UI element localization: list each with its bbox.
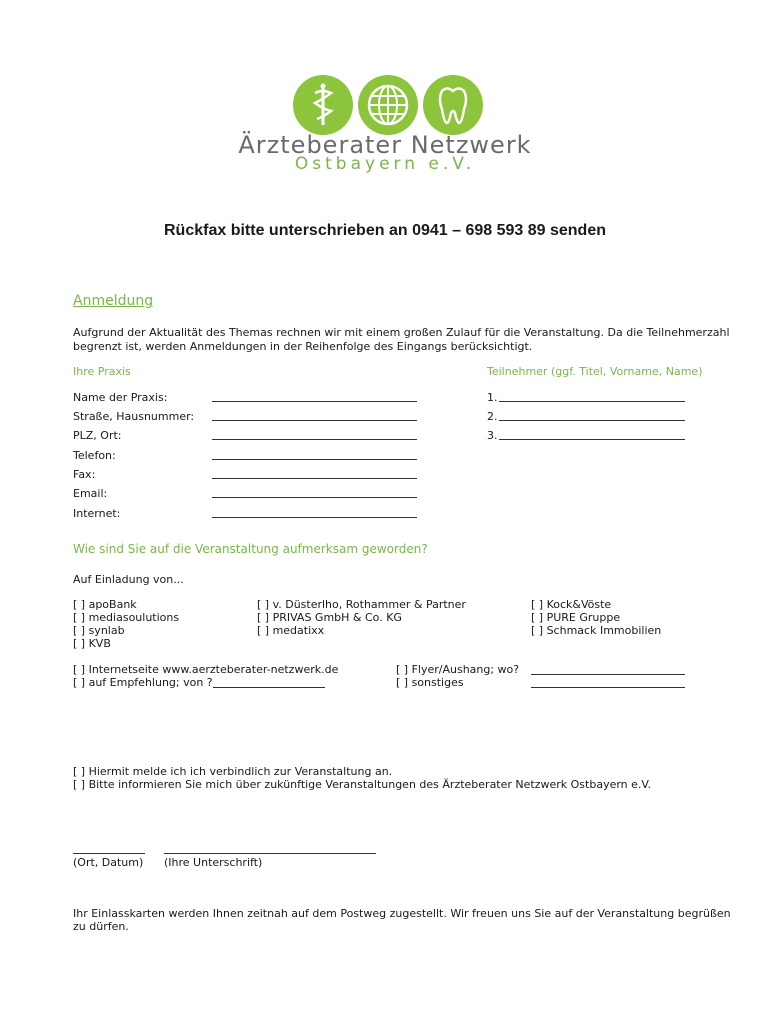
practice-phone-label: Telefon: xyxy=(73,449,116,462)
logo-name: Ärzteberater Netzwerk xyxy=(238,131,532,159)
practice-heading: Ihre Praxis xyxy=(73,365,131,378)
caduceus-icon xyxy=(293,75,353,135)
option-pure-gruppe[interactable]: [ ] PURE Gruppe xyxy=(531,611,621,624)
option-kvb[interactable]: [ ] KVB xyxy=(73,637,111,650)
participant-number-2: 2. xyxy=(487,410,498,423)
flyer-field[interactable] xyxy=(531,674,685,675)
practice-street-field[interactable] xyxy=(212,420,417,421)
practice-name-field[interactable] xyxy=(212,401,417,402)
option-website[interactable]: [ ] Internetseite www.aerzteberater-netzwerk.de xyxy=(73,663,339,676)
option-medatixx[interactable]: [ ] medatixx xyxy=(257,624,325,637)
option-flyer[interactable]: [ ] Flyer/Aushang; wo? xyxy=(396,663,520,676)
registration-heading: Anmeldung xyxy=(73,293,154,309)
option-schmack[interactable]: [ ] Schmack Immobilien xyxy=(531,624,662,637)
globe-icon xyxy=(358,75,418,135)
practice-city-label: PLZ, Ort: xyxy=(73,429,122,442)
fax-title: Rückfax bitte unterschrieben an 0941 – 698 593 89 senden xyxy=(164,222,606,239)
option-recommendation[interactable]: [ ] auf Empfehlung; von ? xyxy=(73,676,213,689)
place-date-label: (Ort, Datum) xyxy=(73,856,144,869)
participants-heading: Teilnehmer (ggf. Titel, Vorname, Name) xyxy=(487,365,703,378)
practice-fax-field[interactable] xyxy=(212,478,417,479)
practice-city-field[interactable] xyxy=(212,439,417,440)
registration-intro-line2: begrenzt ist, werden Anmeldungen in der Reihenfolge des Eingangs berücksichtigt. xyxy=(73,340,533,353)
place-date-field[interactable] xyxy=(73,853,145,854)
recommendation-field[interactable] xyxy=(213,687,325,688)
participant-number-3: 3. xyxy=(487,429,498,442)
footer-line1: Ihr Einlasskarten werden Ihnen zeitnah auf dem Postweg zugestellt. Wir freuen uns Sie auf der Veranstaltung begrüßen xyxy=(73,907,731,920)
participant-field-2[interactable] xyxy=(499,420,685,421)
option-synlab[interactable]: [ ] synlab xyxy=(73,624,125,637)
signature-label: (Ihre Unterschrift) xyxy=(164,856,263,869)
participant-field-3[interactable] xyxy=(499,439,685,440)
newsletter-checkbox[interactable]: [ ] Bitte informieren Sie mich über zukünftige Veranstaltungen des Ärzteberater Netzwerk Ostbayern e.V. xyxy=(73,778,652,791)
practice-name-label: Name der Praxis: xyxy=(73,391,168,404)
logo-subtitle: Ostbayern e.V. xyxy=(294,154,476,174)
other-field[interactable] xyxy=(531,687,685,688)
practice-email-field[interactable] xyxy=(212,497,417,498)
practice-internet-field[interactable] xyxy=(212,517,417,518)
practice-fax-label: Fax: xyxy=(73,468,96,481)
footer-line2: zu dürfen. xyxy=(73,920,129,933)
practice-phone-field[interactable] xyxy=(212,459,417,460)
signature-field[interactable] xyxy=(164,853,376,854)
registration-intro-line1: Aufgrund der Aktualität des Themas rechnen wir mit einem großen Zulauf für die Veranstaltung. Da die Teilnehmerzahl xyxy=(73,326,730,339)
invite-label: Auf Einladung von... xyxy=(73,573,184,586)
participant-number-1: 1. xyxy=(487,391,498,404)
option-other[interactable]: [ ] sonstiges xyxy=(396,676,464,689)
participant-field-1[interactable] xyxy=(499,401,685,402)
option-apobank[interactable]: [ ] apoBank xyxy=(73,598,137,611)
option-privas[interactable]: [ ] PRIVAS GmbH & Co. KG xyxy=(257,611,402,624)
practice-email-label: Email: xyxy=(73,487,108,500)
option-mediasoulutions[interactable]: [ ] mediasoulutions xyxy=(73,611,180,624)
tooth-icon xyxy=(423,75,483,135)
practice-street-label: Straße, Hausnummer: xyxy=(73,410,195,423)
option-duesterlho[interactable]: [ ] v. Düsterlho, Rothammer & Partner xyxy=(257,598,466,611)
option-kock-voeste[interactable]: [ ] Kock&Vöste xyxy=(531,598,612,611)
source-heading: Wie sind Sie auf die Veranstaltung aufmerksam geworden? xyxy=(73,542,428,556)
binding-registration-checkbox[interactable]: [ ] Hiermit melde ich ich verbindlich zur Veranstaltung an. xyxy=(73,765,393,778)
practice-internet-label: Internet: xyxy=(73,507,121,520)
